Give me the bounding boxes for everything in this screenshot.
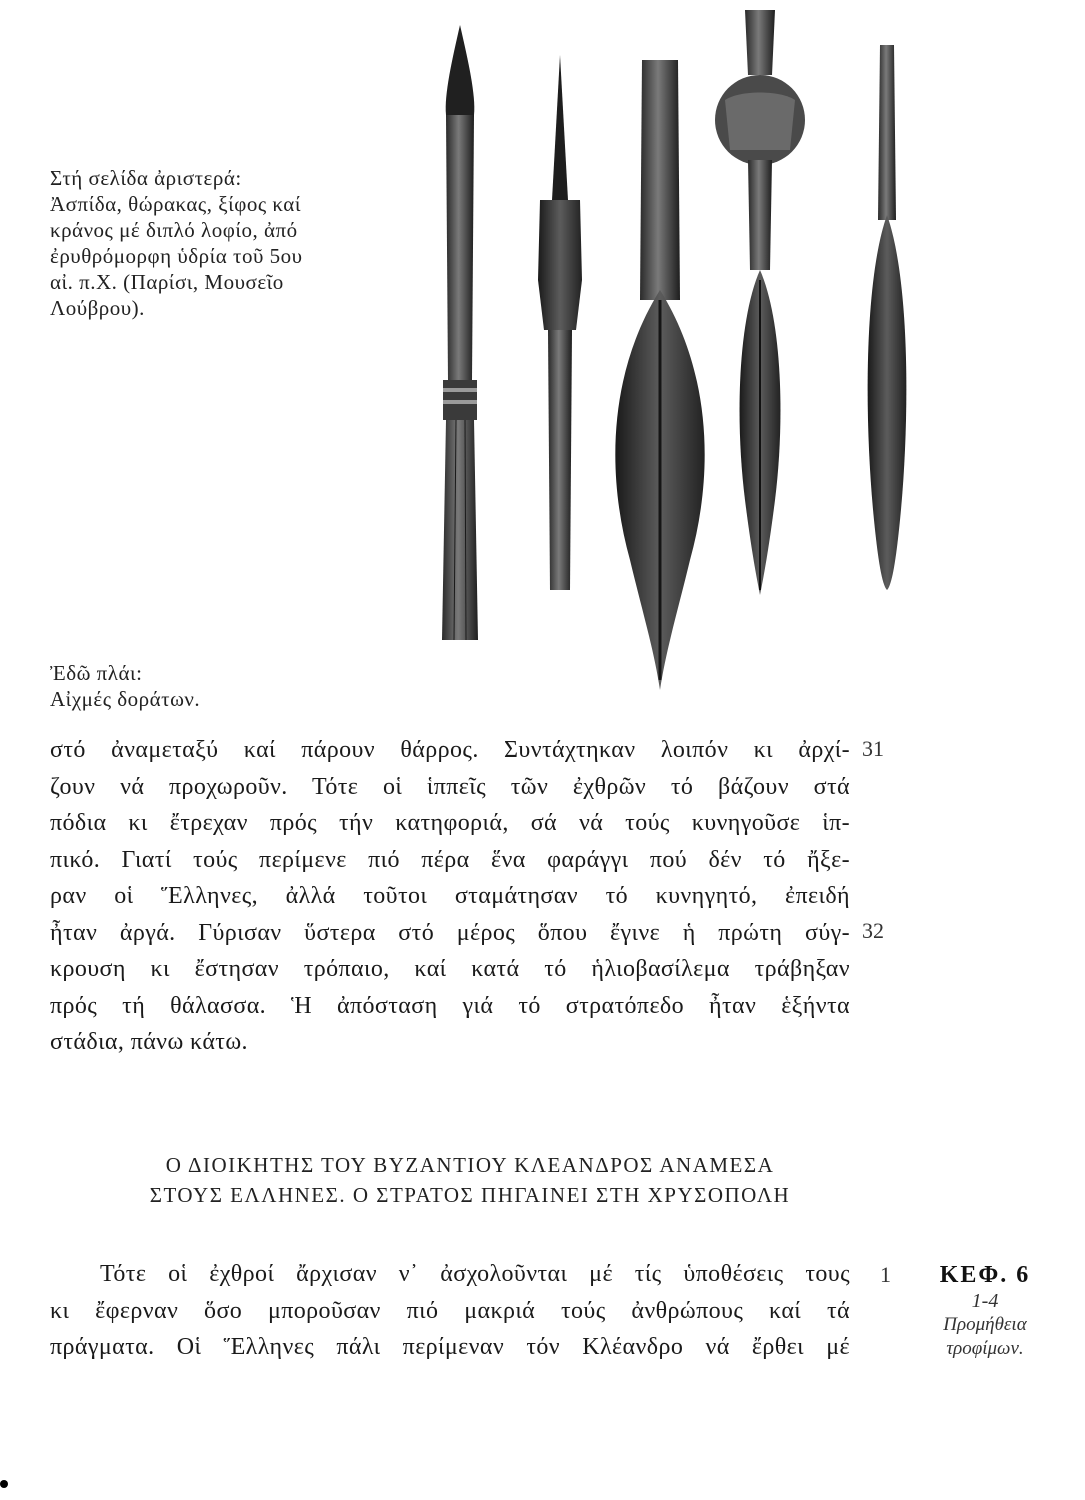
caption-line: αἰ. π.Χ. (Παρίσι, Μουσεῖο xyxy=(50,270,284,294)
body-paragraph-2 xyxy=(50,1256,850,1366)
text-line: πρός τή θάλασσα. Ἡ ἀπόσταση γιά τό στρατόπεδο ἦταν ἑξήντα xyxy=(50,992,850,1019)
caption-line: ἐρυθρόμορφη ὑδρία τοῦ 5ου xyxy=(50,244,303,268)
text-line: πράγματα. Οἱ Ἕλληνες πάλι περίμεναν τόν Κλέανδρο νά ἔρθει μέ xyxy=(50,1334,850,1360)
caption-line: Ἐδῶ πλάι: xyxy=(50,661,143,685)
text-line: ἦταν ἀργά. Γύρισαν ὕστερα στό μέρος ὅπου ἔγινε ἡ πρώτη σύγ- xyxy=(50,919,850,946)
caption-line: Λούβρου). xyxy=(50,296,145,320)
margin-number: 31 xyxy=(862,736,884,761)
caption-line: Στή σελίδα ἀριστερά: xyxy=(50,166,242,190)
text-line: κι ἔφερναν ὅσο μποροῦσαν πιό μακριά τούς ἀνθρώπους καί τά xyxy=(50,1297,850,1324)
margin-number: 32 xyxy=(862,918,884,943)
text-line: στάδια, πάνω κάτω. xyxy=(50,1029,248,1055)
text-line: πικό. Γιατί τούς περίμενε πιό πέρα ἕνα φαράγγι πού δέν τό ἤξε- xyxy=(50,846,850,873)
photo-caption-bottom xyxy=(50,660,310,712)
text-line: κρουση κι ἔστησαν τρόπαιο, καί κατά τό ἡλιοβασίλεμα τράβηξαν xyxy=(50,956,850,982)
text-line: πόδια κι ἔτρεχαν πρός τήν κατηφοριά, σά νά τούς κυνηγοῦσε ἱπ- xyxy=(50,810,850,836)
spearhead-5 xyxy=(868,45,907,590)
caption-line: κράνος μέ διπλό λοφίο, ἀπό xyxy=(50,218,298,242)
section-heading xyxy=(90,1150,850,1210)
chapter-subtitle-line: τροφίμων. xyxy=(946,1338,1024,1359)
photo-caption-top xyxy=(50,165,395,321)
heading-line: Ο ΔΙΟΙΚΗΤΗΣ ΤΟΥ ΒΥΖΑΝΤΙΟΥ ΚΛΕΑΝΔΡΟΣ ΑΝΑΜΕΣΑ xyxy=(165,1153,775,1177)
margin-number: 1 xyxy=(880,1262,891,1287)
chapter-note xyxy=(905,1262,1065,1361)
chapter-subtitle xyxy=(905,1313,1065,1361)
caption-line: Ἀσπίδα, θώρακας, ξίφος καί xyxy=(50,192,301,216)
spearhead-1 xyxy=(442,25,478,640)
chapter-title: ΚΕΦ. 6 xyxy=(939,1262,1031,1288)
spearhead-2 xyxy=(538,55,582,590)
scan-mark xyxy=(0,1480,8,1488)
spearhead-4 xyxy=(715,10,805,595)
spearhead-3 xyxy=(615,60,704,690)
text-line: ζουν νά προχωροῦν. Τότε οἱ ἱππεῖς τῶν ἐχθρῶν τό βάζουν στά xyxy=(50,773,850,800)
text-line: στό ἀναμεταξύ καί πάρουν θάρρος. Συντάχτηκαν λοιπόν κι ἀρχί- xyxy=(50,737,850,763)
body-paragraph-1 xyxy=(50,732,850,1061)
spearheads-photo xyxy=(410,0,1070,700)
text-line: Τότε οἱ ἐχθροί ἄρχισαν ν᾽ ἀσχολοῦνται μέ τίς ὑποθέσεις τους xyxy=(100,1261,850,1287)
text-line: ραν οἱ Ἕλληνες, ἀλλά τοῦτοι σταμάτησαν τό κυνηγητό, ἐπειδή xyxy=(50,883,850,909)
chapter-ref: 1-4 xyxy=(971,1290,999,1312)
heading-line: ΣΤΟΥΣ ΕΛΛΗΝΕΣ. Ο ΣΤΡΑΤΟΣ ΠΗΓΑΙΝΕΙ ΣΤΗ ΧΡΥΣΟΠΟΛΗ xyxy=(149,1183,791,1207)
chapter-subtitle-line: Προμήθεια xyxy=(943,1314,1027,1335)
caption-line: Αἰχμές δοράτων. xyxy=(50,687,201,711)
